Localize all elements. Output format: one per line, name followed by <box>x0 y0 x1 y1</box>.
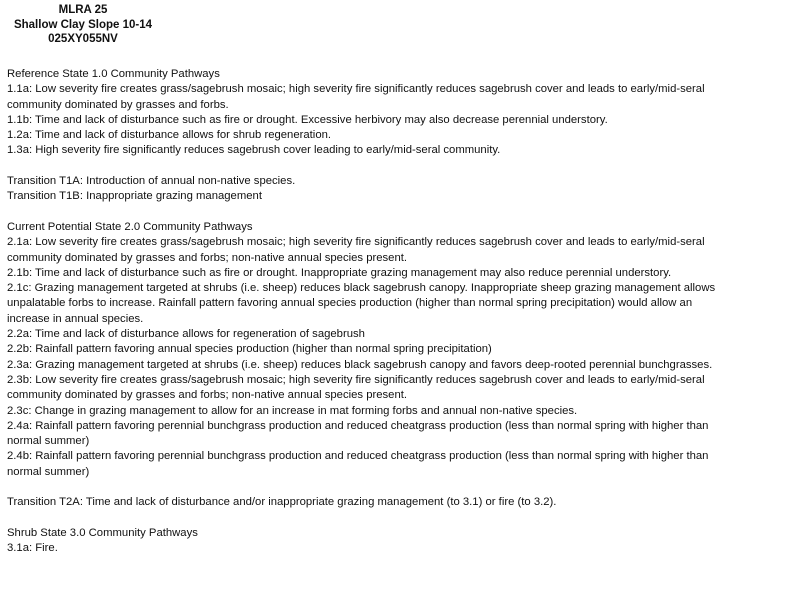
reference-state-section <box>7 67 793 159</box>
ecological-site-name: Shallow Clay Slope 10-14 <box>13 18 153 31</box>
pathway-2-1c-line3: increase in annual species. <box>7 312 144 325</box>
shrub-state-heading: Shrub State 3.0 Community Pathways <box>7 526 198 539</box>
pathway-2-2b: 2.2b: Rainfall pattern favoring annual species production (higher than normal spring precipitation) <box>7 343 492 356</box>
pathway-2-4b-line1: 2.4b: Rainfall pattern favoring perennial bunchgrass production and reduced cheatgrass production (less than normal spring with higher than <box>7 450 709 463</box>
pathway-2-1a-line1: 2.1a: Low severity fire creates grass/sagebrush mosaic; high severity fire significantly reduces sagebrush cover and leads to early/mid-seral <box>7 236 705 249</box>
pathway-2-3c: 2.3c: Change in grazing management to allow for an increase in mat forming forbs and annual non-native species. <box>7 404 578 417</box>
document-body <box>7 67 793 557</box>
pathway-1-2a: 1.2a: Time and lack of disturbance allows for shrub regeneration. <box>7 129 332 142</box>
shrub-state-section <box>7 526 793 557</box>
pathway-2-4a-line1: 2.4a: Rainfall pattern favoring perennial bunchgrass production and reduced cheatgrass production (less than normal spring with higher than <box>7 419 709 432</box>
transitions-1-section <box>7 174 793 205</box>
pathway-2-4b-line2: normal summer) <box>7 465 90 478</box>
document-header <box>0 3 166 47</box>
spacer <box>7 511 793 526</box>
pathway-1-1a-line1: 1.1a: Low severity fire creates grass/sagebrush mosaic; high severity fire significantly reduces sagebrush cover and leads to early/mid-seral <box>7 83 705 96</box>
pathway-2-3b-line2: community dominated by grasses and forbs; non-native annual species present. <box>7 389 408 402</box>
current-state-section <box>7 220 793 480</box>
pathway-2-1b: 2.1b: Time and lack of disturbance such as fire or drought. Inappropriate grazing management may also reduce perennial understory. <box>7 266 672 279</box>
mlra-title: MLRA 25 <box>58 4 108 16</box>
reference-state-heading: Reference State 1.0 Community Pathways <box>7 68 220 80</box>
ecological-site-id: 025XY055NV <box>48 33 118 45</box>
spacer <box>7 205 793 220</box>
pathway-2-1c-line2: unpalatable forbs to increase. Rainfall pattern favoring annual species production (higher than normal spring precipitation) would allow an <box>7 297 693 310</box>
current-state-heading: Current Potential State 2.0 Community Pathways <box>7 220 253 233</box>
pathway-2-3b-line1: 2.3b: Low severity fire creates grass/sagebrush mosaic; high severity fire significantly reduces sagebrush cover and leads to early/mid-seral <box>7 373 705 386</box>
transitions-2-section <box>7 495 793 510</box>
pathway-2-3a: 2.3a: Grazing management targeted at shrubs (i.e. sheep) reduces black sagebrush canopy and favors deep-rooted perennial bunchgrasses. <box>7 358 713 371</box>
pathway-2-1a-line2: community dominated by grasses and forbs; non-native annual species present. <box>7 251 408 264</box>
transition-t1b: Transition T1B: Inappropriate grazing management <box>7 190 262 203</box>
spacer <box>7 159 793 174</box>
pathway-1-1a-line2: community dominated by grasses and forbs. <box>7 98 229 111</box>
spacer <box>7 480 793 495</box>
pathway-1-3a: 1.3a: High severity fire significantly reduces sagebrush cover leading to early/mid-seral community. <box>7 144 501 157</box>
pathway-2-4a-line2: normal summer) <box>7 435 90 448</box>
pathway-1-1b: 1.1b: Time and lack of disturbance such as fire or drought. Excessive herbivory may also decrease perennial understory. <box>7 113 608 126</box>
pathway-2-1c-line1: 2.1c: Grazing management targeted at shrubs (i.e. sheep) reduces black sagebrush canopy. Inappropriate sheep grazing management allows <box>7 282 716 295</box>
transition-t1a: Transition T1A: Introduction of annual non-native species. <box>7 175 296 188</box>
pathway-3-1a: 3.1a: Fire. <box>7 542 58 555</box>
pathway-2-2a: 2.2a: Time and lack of disturbance allows for regeneration of sagebrush <box>7 328 365 341</box>
transition-t2a: Transition T2A: Time and lack of disturbance and/or inappropriate grazing management (to 3.1) or fire (to 3.2). <box>7 496 557 509</box>
